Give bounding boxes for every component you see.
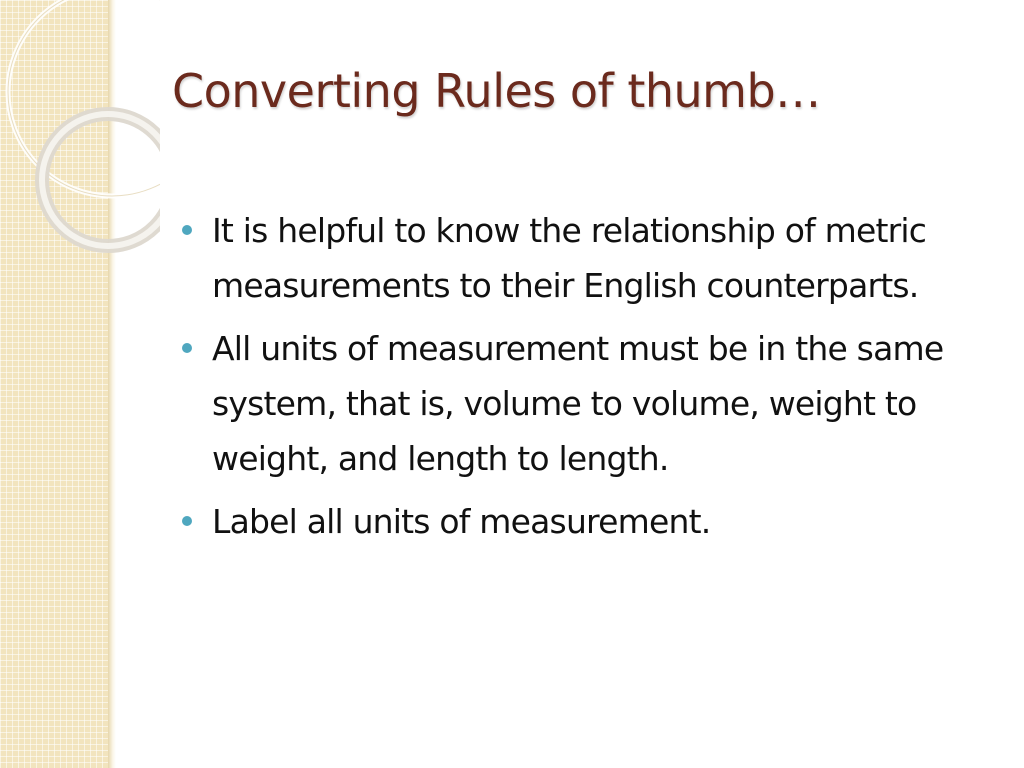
bullet-item: [182, 203, 972, 313]
decorative-circles: [0, 0, 160, 260]
bullet-item: [182, 321, 972, 486]
bullet-text: It is helpful to know the relationship of metric measurements to their English counterparts.: [212, 211, 927, 305]
bullet-item: [182, 494, 972, 549]
bullet-text: Label all units of measurement.: [212, 502, 711, 541]
bullet-dot-icon: [182, 225, 192, 235]
large-ring: [8, 0, 160, 196]
bullet-text: All units of measurement must be in the same system, that is, volume to volume, weight to weight, and length to length.: [212, 329, 944, 478]
bullet-list: [182, 203, 972, 557]
bullet-dot-icon: [182, 343, 192, 353]
slide-title: Converting Rules of thumb…: [172, 64, 821, 118]
bullet-dot-icon: [182, 516, 192, 526]
